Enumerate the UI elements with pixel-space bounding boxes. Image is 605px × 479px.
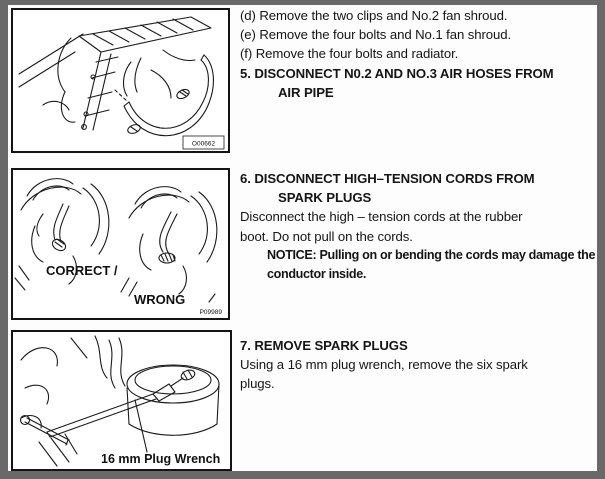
step-6-body-line2: boot. Do not pull on the cords. xyxy=(240,228,413,244)
notice-line1: NOTICE: Pulling on or bending the cords may damage the xyxy=(267,247,596,262)
figure-fan-shroud-radiator xyxy=(11,8,230,153)
step-6-heading-line2: SPARK PLUGS xyxy=(278,190,372,206)
step-5-heading: 5. DISCONNECT N0.2 AND NO.3 AIR HOSES FROM xyxy=(240,65,554,81)
wrong-sketch xyxy=(121,187,217,302)
step-e: (e) Remove the four bolts and No.1 fan shroud. xyxy=(240,27,512,43)
cord-correct-wrong-illustration xyxy=(13,170,228,318)
step-d: (d) Remove the two clips and No.2 fan shroud. xyxy=(240,8,508,23)
plug-wrench-line-art xyxy=(21,336,220,466)
section-remove-spark-plugs xyxy=(240,336,602,394)
step-6-heading: 6. DISCONNECT HIGH–TENSION CORDS FROM xyxy=(240,171,535,186)
step-6-body-line1: Disconnect the high – tension cords at the rubber xyxy=(240,209,523,225)
figure-plug-wrench xyxy=(11,330,232,471)
step-7-heading: 7. REMOVE SPARK PLUGS xyxy=(240,338,408,353)
figure-code: P09989 xyxy=(199,309,222,316)
step-7-body-line1: Using a 16 mm plug wrench, remove the six spark xyxy=(240,357,528,373)
plug-wrench-caption: 16 mm Plug Wrench xyxy=(101,452,221,466)
notice-line2: conductor inside. xyxy=(267,267,367,282)
step-5-heading-line2: AIR PIPE xyxy=(278,84,334,100)
fan-shroud-illustration xyxy=(13,10,228,151)
figure-cord-correct-wrong xyxy=(11,168,230,320)
fan-shroud-line-art xyxy=(19,17,213,136)
correct-label: CORRECT / xyxy=(46,263,118,278)
section-high-tension-cords xyxy=(240,169,602,284)
step-7-body-line2: plugs. xyxy=(240,376,275,392)
step-f: (f) Remove the four bolts and radiator. xyxy=(240,46,459,62)
caption-pointer-line xyxy=(135,400,147,452)
figure-code: O00662 xyxy=(191,140,216,148)
plug-wrench-illustration xyxy=(13,332,230,469)
section-radiator-steps xyxy=(240,6,602,102)
wrong-label: WRONG xyxy=(134,292,186,307)
